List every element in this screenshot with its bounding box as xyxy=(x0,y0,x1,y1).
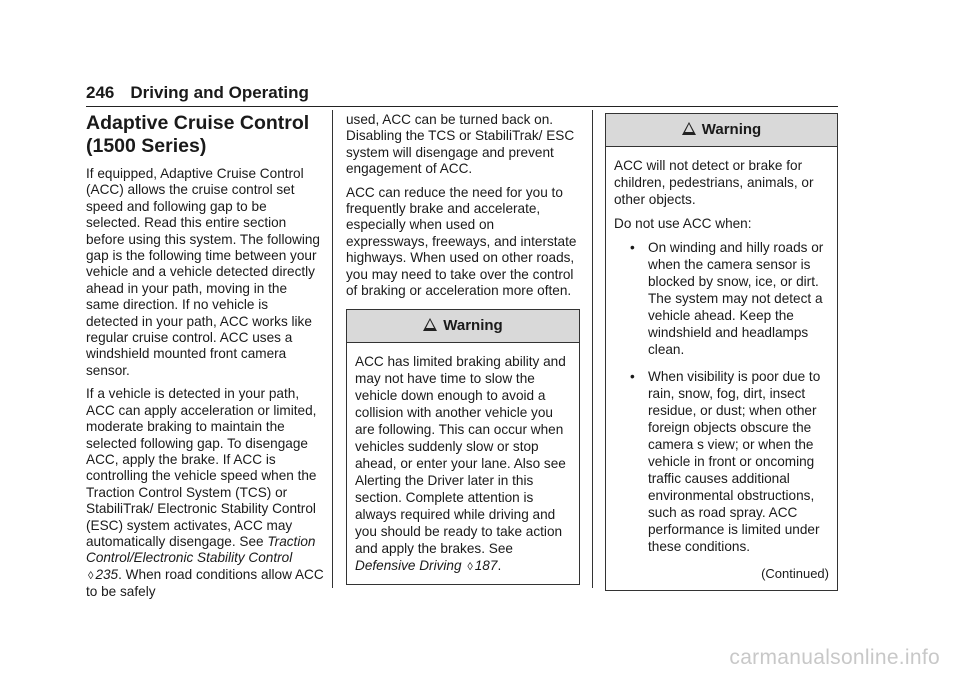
xref-page-187[interactable]: 187 xyxy=(474,558,498,574)
warning-body: ACC has limited braking ability and may not have time to slow the vehicle down enough to avoid a collision with another vehicle you are following. This can occur when vehicles suddenly slow or stop ahead, or enter your lane. Also see Alerting the Driver later in this section. Complete attention is always required while driving and you should be ready to take action and apply the brakes. See Defensive Driving ◊ 187. xyxy=(355,354,566,574)
page-header xyxy=(86,82,838,107)
warning-text-donot: Do not use ACC when: xyxy=(614,216,752,231)
continued-label: (Continued) xyxy=(761,566,829,581)
section-heading: Adaptive Cruise Control (1500 Series) xyxy=(86,112,310,157)
column-1 xyxy=(86,112,324,608)
xref-traction-control[interactable]: Traction Control/Electronic Stability Control xyxy=(86,533,316,566)
warning-header: Warning xyxy=(606,114,837,147)
column-2 xyxy=(346,112,580,585)
section-title-header: Driving and Operating xyxy=(130,83,309,102)
xref-page-235[interactable]: 235 xyxy=(95,566,119,582)
warning-box-detection xyxy=(605,113,838,591)
page-ref-icon: ◊ xyxy=(467,561,473,574)
column-3 xyxy=(605,113,838,591)
paragraph-tcs: used, ACC can be turned back on. Disabling the TCS or StabiliTrak/ ESC system will disengage and prevent engagement of ACC. xyxy=(346,112,575,177)
paragraph-detect: If a vehicle is detected in your path, ACC can apply acceleration or limited, moderate braking to maintain the selected following gap. To disengage ACC, apply the brake. If ACC is controlling the vehicle speed when the Traction Control System (TCS) or StabiliTrak/ Electronic Stability Control (ESC) system activates, ACC may automatically disengage. See Traction Control/Electronic Stability Control ◊ 235. When road conditions allow ACC to be safely xyxy=(86,386,324,600)
list-item: • When visibility is poor due to rain, snow, fog, dirt, insect residue, or dust; when other foreign objects obscure the camera s view; or when the vehicle in front or oncoming traffic causes additional environmental obstructions, such as road spray. ACC performance is limited under these conditions. xyxy=(614,368,829,555)
xref-defensive-driving[interactable]: Defensive Driving xyxy=(355,558,462,574)
watermark: carmanualsonline.info xyxy=(729,646,940,669)
warning-triangle-icon xyxy=(423,318,437,331)
warning-bullet-list xyxy=(614,239,829,555)
warning-box-braking xyxy=(346,309,580,585)
column-divider-2 xyxy=(592,110,593,588)
warning-triangle-icon xyxy=(682,122,696,135)
warning-header: Warning xyxy=(347,310,579,343)
warning-text-detect: ACC will not detect or brake for children, pedestrians, animals, or other objects. xyxy=(614,158,814,207)
column-divider-1 xyxy=(332,110,333,588)
list-item: • On winding and hilly roads or when the camera sensor is blocked by snow, ice, or dirt. The system may not detect a vehicle ahead. Keep the windshield and headlamps clean. xyxy=(614,239,829,358)
page-number: 246 xyxy=(86,83,115,102)
warning-body xyxy=(606,147,837,590)
paragraph-intro: If equipped, Adaptive Cruise Control (ACC) allows the cruise control set speed and following gap to be selected. Read this entire section before using this system. The following gap is the following time between your vehicle and a vehicle detected directly ahead in your path, moving in the same direction. If no vehicle is detected in your path, ACC works like regular cruise control. ACC uses a windshield mounted front camera sensor. xyxy=(86,166,320,378)
page-ref-icon: ◊ xyxy=(88,569,94,582)
paragraph-reduce: ACC can reduce the need for you to frequently brake and accelerate, especially when used on expressways, freeways, and interstate highways. When used on other roads, you may need to take over the control of braking or acceleration more often. xyxy=(346,184,577,299)
